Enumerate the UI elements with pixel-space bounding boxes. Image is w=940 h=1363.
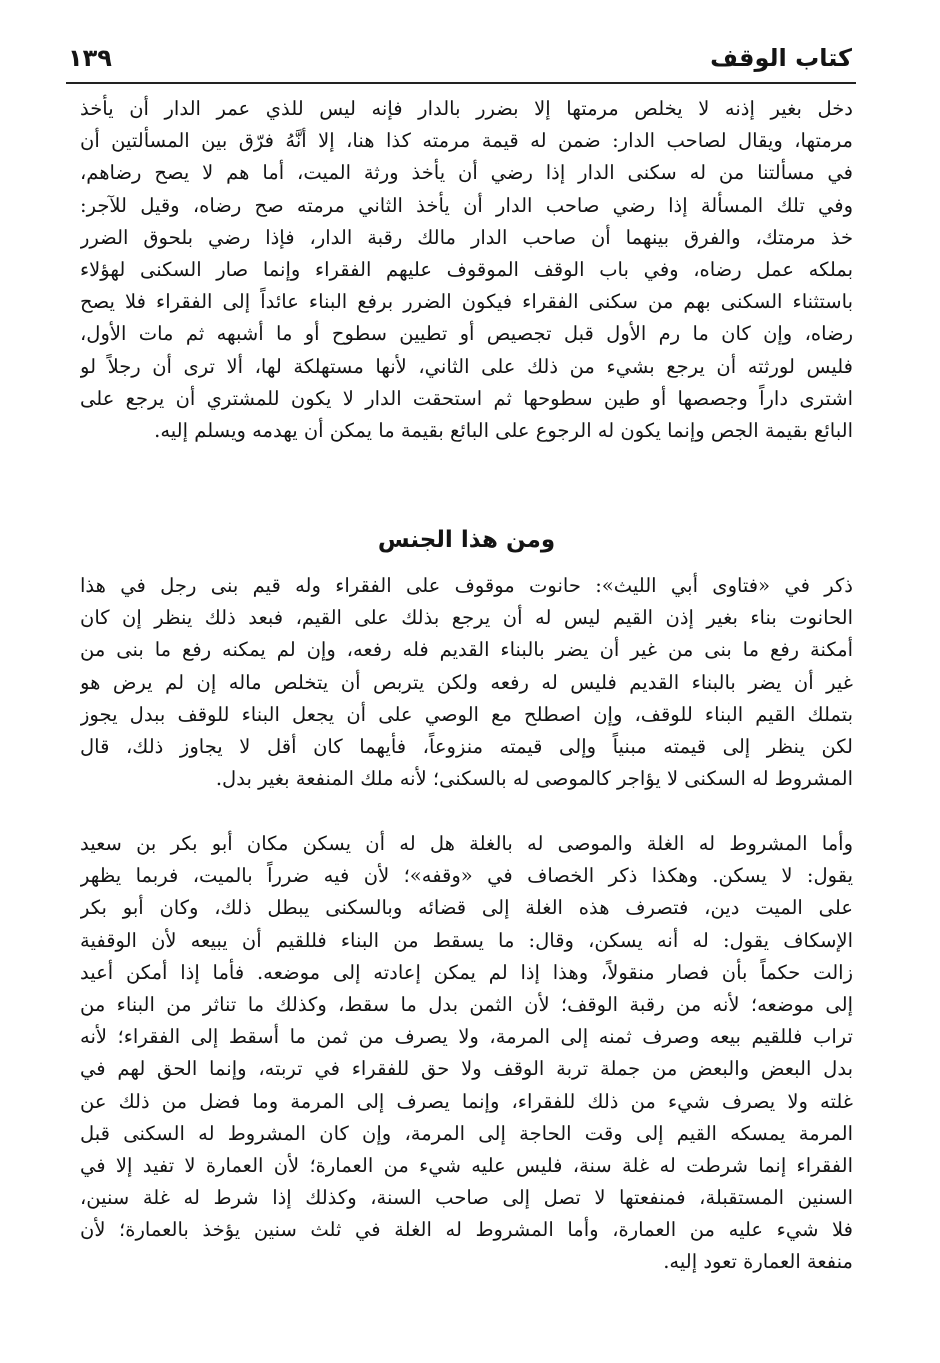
text-line: بتملك القيم البناء للوقف، وإن اصطلح مع الوصي على أن يجعل البناء للوقف ببدل يجوز [80,702,853,726]
text-line: المرمة يمسكه القيم إلى وقت الحاجة إلى المرمة، وإن كان المشروط له السكنى قبل [80,1121,853,1145]
paragraph-1 [80,93,853,447]
text-line: بملكه عمل رضاه، وفي باب الوقف الموقوف عليهم الفقراء وإنما صار السكنى لهؤلاء [80,257,853,281]
text-line: تراب فللقيم بيعه وصرف ثمنه إلى المرمة، ولا يصرف من ثمن ما أسقط إلى الفقراء؛ لأنه [80,1025,853,1049]
text-line: ذكر في «فتاوى أبي الليث»: حانوت موقوف على الفقراء وله قيم بنى رجل في هذا [80,574,853,597]
text-line: البائع بقيمة الجص وإنما يكون له الرجوع على البائع بقيمة ما يمكن أن يهدمه ويسلم إليه. [154,418,853,442]
header-rule [66,82,856,84]
text-line: مرمتها، ويقال لصاحب الدار: ضمن له قيمة مرمته كذا هنا، إلا أنَّهُ فرّق بين المسألتين أن [80,129,853,153]
text-line: وأما المشروط له الغلة والموصى له بالغلة هل له أن يسكن مكان أبو بكر بن سعيد [80,832,853,855]
text-line: الفقراء إنما شرطت له غلة سنة، فليس عليه شيء من العمارة؛ لأن العمارة لا تفيد إلا في [80,1153,853,1177]
text-line: غير أن يضر بالبناء القديم فليس له رفعه ولكن يتربص أن يتخلص ماله إن لم يرض هو [80,670,853,694]
text-line: فلا شيء عليه من العمارة، وأما المشروط له الغلة في ثلث سنين يؤخذ بالعمارة؛ لأن [80,1218,853,1242]
text-line: غلته ولا يصرف شيء من ذلك للفقراء، وإنما يصرف إلى المرمة وما فضل من ذلك عن [80,1089,853,1113]
text-line: إلى موضعه؛ لأنه من رقبة الوقف؛ لأن الثمن بدل ما سقط، وكذلك ما تناثر من البناء من [80,992,853,1016]
text-line: دخل بغير إذنه لا يخلص مرمتها إلا بضرر بالدار فإنه ليس للذي عمر الدار أن يأخذ [80,97,853,120]
text-line: السنين المستقبلة، فمنفعتها لا تصل إلى صاحب السنة، وكذلك إذا شرط له غلة سنين، [80,1186,853,1210]
text-line: زالت حكماً بأن فصار منقولاً، وهذا إذا لم يمكن إعادته إلى موضعه. فأما إذا أمكن أعيد [80,960,853,984]
running-header [68,40,852,80]
text-line: يقول: لا يسكن. وهكذا ذكر الخصاف في «وقفه»؛ لأن فيه ضرراً بالميت، فربما يظهر [80,864,853,888]
section-heading: ومن هذا الجنس [377,527,556,553]
paragraph-3 [80,828,853,1279]
text-line: اشترى داراً وجصصها أو طين سطوحها ثم استحقت الدار لا يكون للمشتري أن يرجع على [80,386,853,410]
text-line: الإسكاف يقول: له أنه يسكن، وقال: ما يسقط من البناء فللقيم أن يبيعه لأن الوقفية [80,928,853,952]
text-line: على الميت دين، فتصرف هذه الغلة إلى قضائه وبالسكنى يبطل ذلك، وكان أبو بكر [80,896,853,920]
text-line: المشروط له السكنى لا يؤاجر كالموصى له بالسكنى؛ لأنه ملك المنفعة بغير بدل. [215,767,853,791]
text-line: باستثناء السكنى بهم من سكنى الفقراء فيكون الضرر برفع البناء عائداً إلى الفقراء فلا يصح [80,290,853,314]
page-number: ١٣٩ [68,44,112,72]
text-line: وفي تلك المسألة إذا رضي صاحب الدار أن يأخذ الثاني مرمته صح رضاه، وقيل للآجر: [80,193,853,217]
text-line: الحانوت بناء بغير إذن القيم ليس له أن يرجع بذلك على القيم، فبعد ذلك ينظر إن كان [80,606,853,630]
text-line: خذ مرمتك، والفرق بينهما أن صاحب الدار مالك رقبة الدار، فإذا رضي بلحوق الضرر [80,225,853,249]
text-line: في مسألتنا من له سكنى الدار إذا رضي أن يأخذ ورثة الميت، أما هم لا يصح رضاهم، [80,161,853,185]
text-line: رضاه، وإن كان ما رم الأول قبل تجصيص أو تطيين سطوح أو ما أشبهه ثم مات الأول، [80,322,853,346]
text-line: أمكنة رفع ما بنى من غير أن يضر بالبناء القديم فله رفعه، وإن لم يمكنه رفع ما بنى من [80,638,853,662]
text-line: لكن ينظر إلى قيمته مبنياً وإلى قيمته منزوعاً، فأيهما كان أقل لا يجاوز ذلك، قال [80,734,853,758]
paragraph-2 [80,570,853,795]
book-title: كتاب الوقف [710,44,852,72]
text-line: منفعة العمارة تعود إليه. [663,1250,853,1274]
text-line: بدل البعض والبعض من جملة تربة الوقف ولا حق للفقراء في تربته، وإنما الحق لهم في [80,1057,853,1081]
text-line: فليس لورثته أن يرجع بشيء من ذلك على الثاني، لأنها مستهلكة لها، ألا ترى أن رجلاً لو [80,354,853,378]
